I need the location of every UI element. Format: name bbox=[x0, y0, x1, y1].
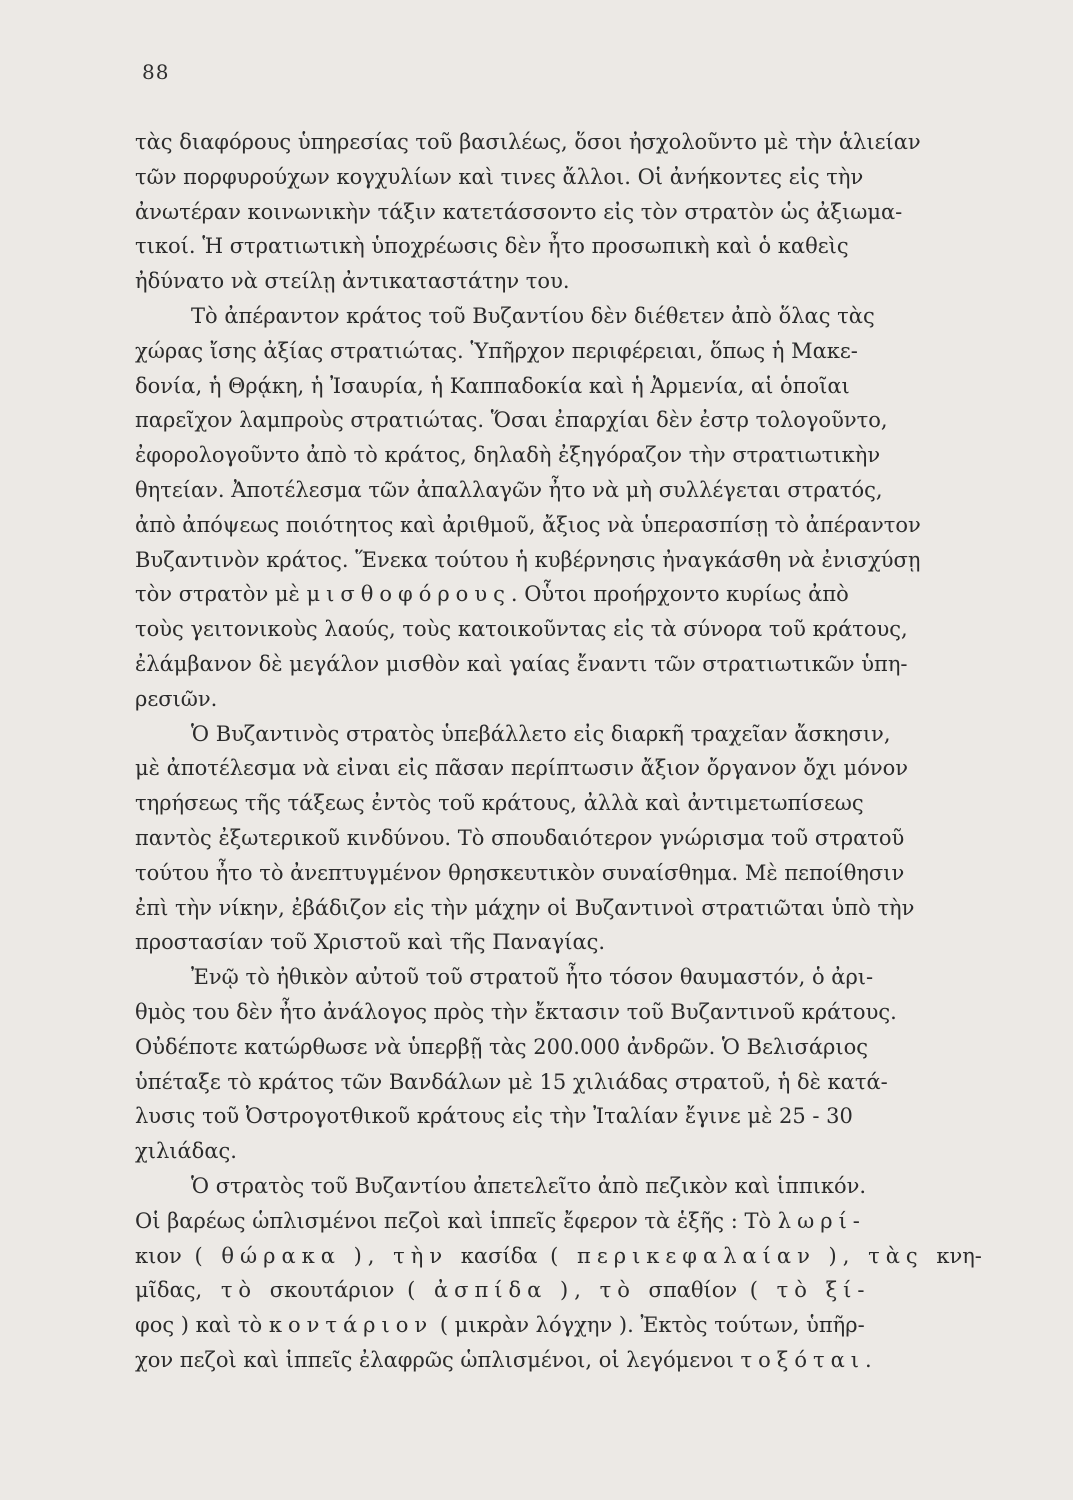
page-number: 88 bbox=[142, 60, 170, 84]
text-line: τὰς διαφόρους ὑπηρεσίας τοῦ βασιλέως, ὅσοι ἠσχολοῦντο μὲ τὴν ἁλιείαν bbox=[135, 130, 921, 154]
text-line: ἐφορολογοῦντο ἀπὸ τὸ κράτος, δηλαδὴ ἐξηγόραζον τὴν στρατιωτικὴν bbox=[135, 443, 881, 468]
text-line: Ἐνῷ τὸ ἠθικὸν αὐτοῦ τοῦ στρατοῦ ἦτο τόσον θαυμαστόν, ὁ ἀρι- bbox=[191, 965, 874, 990]
body-text bbox=[135, 125, 982, 1378]
text-line: θητείαν. Ἀποτέλεσμα τῶν ἀπαλλαγῶν ἦτο νὰ μὴ συλλέγεται στρατός, bbox=[135, 477, 883, 502]
text-line: χιλιάδας. bbox=[135, 1139, 237, 1164]
text-line: μὲ ἀποτέλεσμα νὰ εἰναι εἰς πᾶσαν περίπτωσιν ἄξιον ὄργανον ὄχι μόνον bbox=[135, 756, 909, 781]
text-line: κιον ( θώρακα ), τὴν κασίδα ( περικεφαλαίαν ), τὰς κνη- bbox=[135, 1243, 982, 1268]
paragraph bbox=[135, 125, 960, 299]
text-line: παντὸς ἐξωτερικοῦ κινδύνου. Τὸ σπουδαιότερον γνώρισμα τοῦ στρατοῦ bbox=[135, 825, 905, 850]
text-line: τηρήσεως τῆς τάξεως ἐντὸς τοῦ κράτους, ἀλλὰ καὶ ἀντιμετωπίσεως bbox=[135, 791, 864, 816]
text-line: ἠδύνατο νὰ στείλῃ ἀντικαταστάτην του. bbox=[135, 269, 570, 294]
text-line: τοὺς γειτονικοὺς λαούς, τοὺς κατοικοῦντας εἰς τὰ σύνορα τοῦ κράτους, bbox=[135, 617, 908, 642]
text-line: Ὁ Βυζαντινὸς στρατὸς ὑπεβάλλετο εἰς διαρκῆ τραχεῖαν ἄσκησιν, bbox=[191, 721, 891, 746]
text-line: ἀνωτέραν κοινωνικὴν τάξιν κατετάσσοντο εἰς τὸν στρατὸν ὡς ἀξιωμα- bbox=[135, 199, 903, 224]
emphasized-term: , τὸ bbox=[195, 1278, 270, 1303]
text-line: τὸν στρατὸν μὲ μισθοφόρους. Οὗτοι προήρχοντο κυρίως ἀπὸ bbox=[135, 582, 849, 607]
text-line: ὑπέταξε τὸ κράτος τῶν Βανδάλων μὲ 15 χιλιάδας στρατοῦ, ἡ δὲ κατά- bbox=[135, 1069, 888, 1094]
paragraph bbox=[135, 299, 960, 717]
emphasized-term: ( περικεφαλαίαν ), τὰς bbox=[537, 1243, 937, 1268]
emphasized-term: κοντάριον bbox=[268, 1313, 434, 1338]
text-line: Τὸ ἀπέραντον κράτος τοῦ Βυζαντίου δὲν διέθετεν ἀπὸ ὅλας τὰς bbox=[191, 303, 875, 328]
text-line: ἐλάμβανον δὲ μεγάλον μισθὸν καὶ γαίας ἔναντι τῶν στρατιωτικῶν ὑπη- bbox=[135, 651, 908, 676]
text-line: Οἱ βαρέως ὡπλισμένοι πεζοὶ καὶ ἱππεῖς ἔφερον τὰ ἑξῆς : Τὸ λωρί- bbox=[135, 1208, 866, 1233]
emphasized-term: μισθοφόρους bbox=[306, 582, 511, 607]
emphasized-term: ( τὸ ξί- bbox=[737, 1278, 871, 1303]
text-line: Ὁ στρατὸς τοῦ Βυζαντίου ἀπετελεῖτο ἀπὸ πεζικὸν καὶ ἱππικόν. bbox=[191, 1173, 867, 1198]
text-line: τικοί. Ἡ στρατιωτικὴ ὑποχρέωσις δὲν ἦτο προσωπικὴ καὶ ὁ καθεὶς bbox=[135, 234, 849, 259]
text-line: τῶν πορφυρούχων κογχυλίων καὶ τινες ἄλλοι. Οἱ ἀνήκοντες εἰς τὴν bbox=[135, 164, 864, 189]
emphasized-term: τοξόται bbox=[740, 1347, 866, 1372]
text-line: τούτου ἦτο τὸ ἀνεπτυγμένον θρησκευτικὸν συναίσθημα. Μὲ πεποίθησιν bbox=[135, 860, 905, 885]
text-line: προστασίαν τοῦ Χριστοῦ καὶ τῆς Παναγίας. bbox=[135, 930, 606, 955]
text-line: ἐπὶ τὴν νίκην, ἐβάδιζον εἰς τὴν μάχην οἱ Βυζαντινοὶ στρατιῶται ὑπὸ τὴν bbox=[135, 895, 915, 920]
paragraph bbox=[135, 1169, 982, 1378]
text-line: ρεσιῶν. bbox=[135, 686, 218, 711]
text-line: παρεῖχον λαμπροὺς στρατιώτας. Ὅσαι ἐπαρχίαι δὲν ἐστρ τολογοῦντο, bbox=[135, 408, 888, 433]
text-line: Οὐδέποτε κατώρθωσε νὰ ὑπερβῇ τὰς 200.000 ἀνδρῶν. Ὁ Βελισάριος bbox=[135, 1034, 868, 1059]
emphasized-term: ( θώρακα ), τὴν bbox=[181, 1243, 461, 1268]
text-line: χώρας ἴσης ἀξίας στρατιώτας. Ὑπῆρχον περιφέρειαι, ὅπως ἡ Μακε- bbox=[135, 338, 858, 363]
emphasized-term: λωρί- bbox=[777, 1208, 866, 1233]
text-line: ἀπὸ ἀπόψεως ποιότητος καὶ ἀριθμοῦ, ἄξιος νὰ ὑπερασπίσῃ τὸ ἀπέραντον bbox=[135, 512, 921, 537]
paragraph bbox=[135, 717, 960, 961]
text-line: δονία, ἡ Θρᾴκη, ἡ Ἰσαυρία, ἡ Καππαδοκία καὶ ἡ Ἀρμενία, αἱ ὁποῖαι bbox=[135, 373, 850, 398]
text-line: θμὸς του δὲν ἦτο ἀνάλογος πρὸς τὴν ἔκτασιν τοῦ Βυζαντινοῦ κράτους. bbox=[135, 999, 897, 1024]
text-line: χον πεζοὶ καὶ ἱππεῖς ἐλαφρῶς ὡπλισμένοι, οἱ λεγόμενοι τοξόται. bbox=[135, 1347, 872, 1372]
text-line: λυσις τοῦ Ὀστρογοτθικοῦ κράτους εἰς τὴν Ἰταλίαν ἔγινε μὲ 25 - 30 bbox=[135, 1104, 853, 1129]
text-line: φος ) καὶ τὸ κοντάριον ( μικρὰν λόγχην ). Ἐκτὸς τούτων, ὑπῆρ- bbox=[135, 1313, 865, 1338]
paragraph bbox=[135, 960, 960, 1169]
emphasized-term: ( ἀσπίδα ), τὸ bbox=[394, 1278, 649, 1303]
text-line: Βυζαντινὸν κράτος. Ἕνεκα τούτου ἡ κυβέρνησις ἠναγκάσθη νὰ ἐνισχύσῃ bbox=[135, 547, 921, 572]
text-line: μῖδας, τὸ σκουτάριον ( ἀσπίδα ), τὸ σπαθίον ( τὸ ξί- bbox=[135, 1278, 871, 1303]
